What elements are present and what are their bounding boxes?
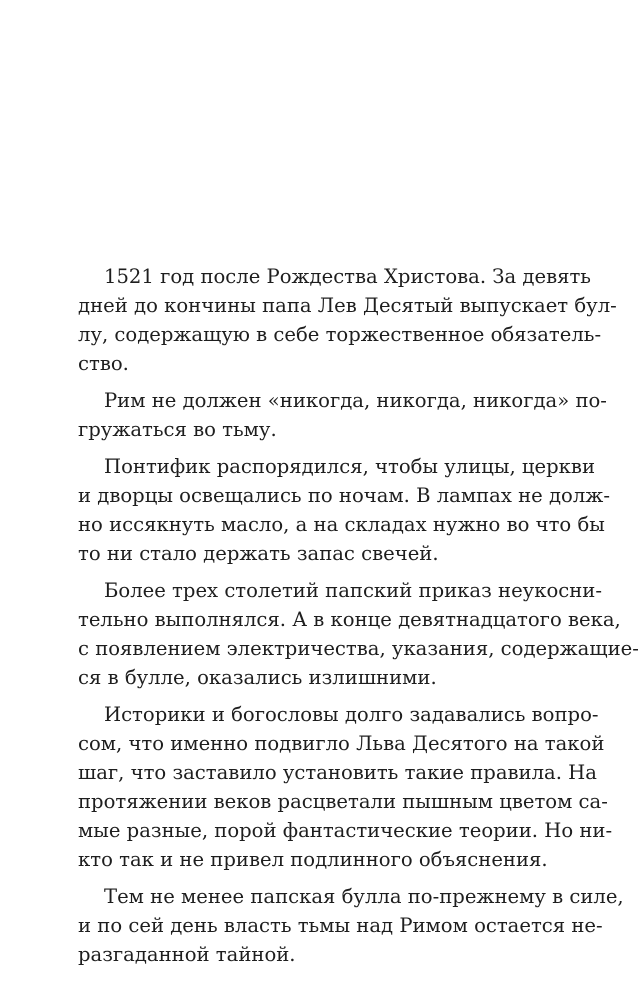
paragraph [78,452,610,568]
text-line: сом, что именно подвигло Льва Десятого на такой [78,732,605,755]
text-line: Понтифик распорядился, чтобы улицы, церкви [104,455,596,478]
text-line: тельно выполнялся. А в конце девятнадцатого века, [78,608,621,631]
text-line: Рим не должен «никогда, никогда, никогда» по- [104,389,607,412]
paragraph [78,700,613,874]
text-line: Историки и богословы долго задавались вопро- [104,703,599,726]
text-line: мые разные, порой фантастические теории. Но ни- [78,819,613,842]
body-text [78,262,639,969]
text-line: ство. [78,352,129,375]
text-line: шаг, что заставило установить такие правила. На [78,761,597,784]
text-line: протяжении веков расцветали пышным цветом са- [78,790,608,813]
text-line: с появлением электричества, указания, содержащие- [78,637,639,660]
text-line: кто так и не привел подлинного объяснения. [78,848,548,871]
text-line: но иссякнуть масло, а на складах нужно во что бы [78,513,605,536]
text-line: дней до кончины папа Лев Десятый выпускает бул- [78,294,617,317]
paragraph [78,386,607,444]
text-line: ся в булле, оказались излишними. [78,666,437,689]
text-line: то ни стало держать запас свечей. [78,542,439,565]
paragraph [78,576,639,692]
text-line: гружаться во тьму. [78,418,277,441]
text-line: лу, содержащую в себе торжественное обязатель- [78,323,602,346]
text-line: разгаданной тайной. [78,943,296,966]
paragraph [78,882,624,969]
text-line: Тем не менее папская булла по-прежнему в силе, [104,885,624,908]
paragraph [78,262,617,378]
text-line: и дворцы освещались по ночам. В лампах не долж- [78,484,610,507]
text-line: и по сей день власть тьмы над Римом остается не- [78,914,603,937]
text-line: 1521 год после Рождества Христова. За девять [104,265,591,288]
text-line: Более трех столетий папский приказ неукосни- [104,579,602,602]
